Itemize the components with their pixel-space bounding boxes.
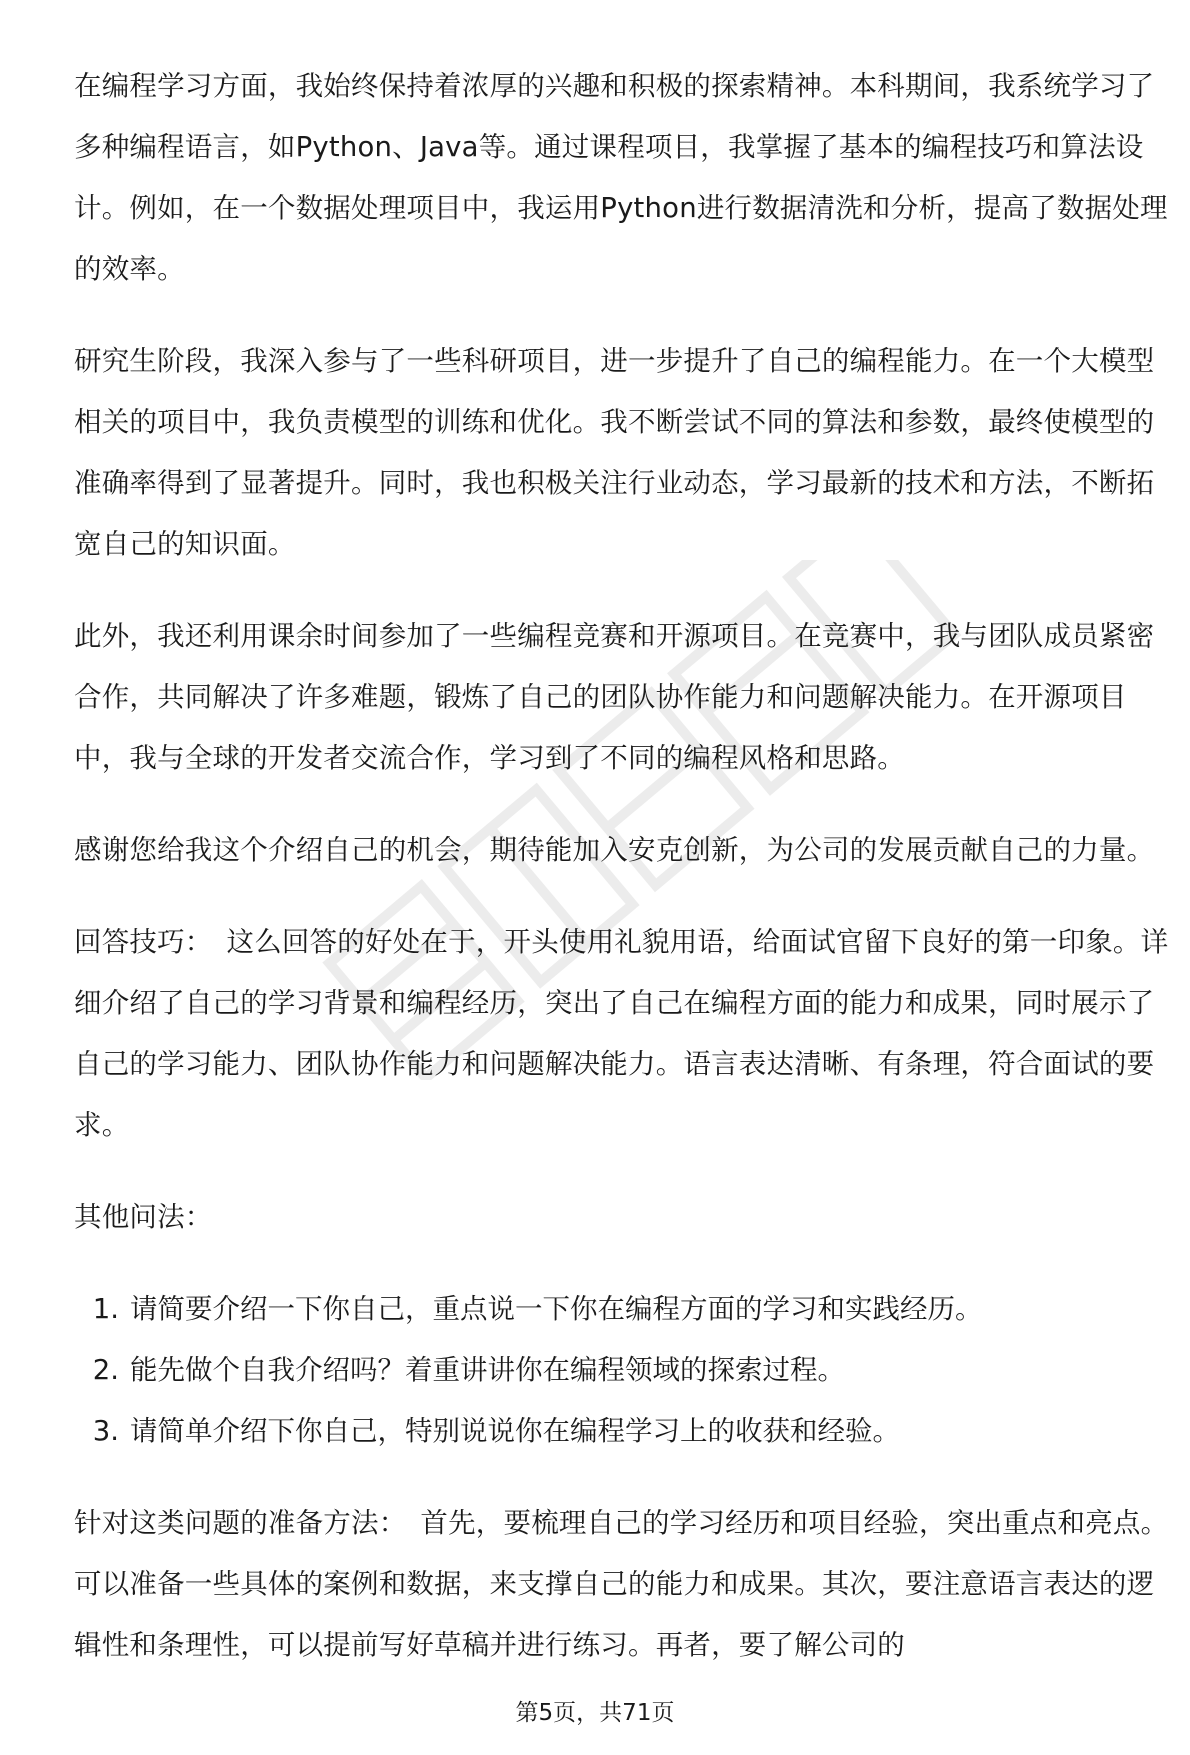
tips-paragraph	[74, 912, 1170, 1156]
list-item-number: 1.	[92, 1293, 119, 1325]
tips-text: 这么回答的好处在于，开头使用礼貌用语，给面试官留下良好的第一印象。详细介绍了自己的学习背景和编程经历，突出了自己在编程方面的能力和成果，同时展示了自己的学习能力、团队协作能力和问题解决能力。语言表达清晰、有条理，符合面试的要求。	[74, 926, 1169, 1141]
list-item-text: 请简单介绍下你自己，特别说说你在编程学习上的收获和经验。	[130, 1415, 900, 1447]
document-page	[74, 56, 1170, 1707]
other-questions-heading: 其他问法：	[74, 1201, 213, 1233]
list-item-text: 请简要介绍一下你自己，重点说一下你在编程方面的学习和实践经历。	[130, 1293, 983, 1325]
tips-label: 回答技巧：	[74, 926, 213, 958]
list-item-text: 能先做个自我介绍吗？着重讲讲你在编程领域的探索过程。	[130, 1354, 845, 1386]
paragraph-programming-learning: 在编程学习方面，我始终保持着浓厚的兴趣和积极的探索精神。本科期间，我系统学习了多种编程语言，如Python、Java等。通过课程项目，我掌握了基本的编程技巧和算法设计。例如，在一个数据处理项目中，我运用Python进行数据清洗和分析，提高了数据处理的效率。	[74, 70, 1168, 285]
other-questions-list	[74, 1279, 1170, 1462]
prep-text: 首先，要梳理自己的学习经历和项目经验，突出重点和亮点。可以准备一些具体的案例和数据，来支撑自己的能力和成果。其次，要注意语言表达的逻辑性和条理性，可以提前写好草稿并进行练习。再者，要了解公司的	[74, 1507, 1169, 1661]
page-number-footer: 第5页，共71页	[515, 1700, 675, 1726]
list-item-number: 2.	[92, 1354, 119, 1386]
paragraph-graduate-stage: 研究生阶段，我深入参与了一些科研项目，进一步提升了自己的编程能力。在一个大模型相关的项目中，我负责模型的训练和优化。我不断尝试不同的算法和参数，最终使模型的准确率得到了显著提升。同时，我也积极关注行业动态，学习最新的技术和方法，不断拓宽自己的知识面。	[74, 345, 1155, 560]
list-item	[74, 1279, 1170, 1340]
prep-label: 针对这类问题的准备方法：	[74, 1507, 407, 1539]
list-item	[74, 1401, 1170, 1462]
paragraph-competitions: 此外，我还利用课余时间参加了一些编程竞赛和开源项目。在竞赛中，我与团队成员紧密合作，共同解决了许多难题，锻炼了自己的团队协作能力和问题解决能力。在开源项目中，我与全球的开发者交流合作，学习到了不同的编程风格和思路。	[74, 620, 1155, 774]
list-item	[74, 1340, 1170, 1401]
paragraph-thanks: 感谢您给我这个介绍自己的机会，期待能加入安克创新，为公司的发展贡献自己的力量。	[74, 834, 1155, 866]
list-item-number: 3.	[92, 1415, 119, 1447]
prep-paragraph	[74, 1493, 1170, 1676]
